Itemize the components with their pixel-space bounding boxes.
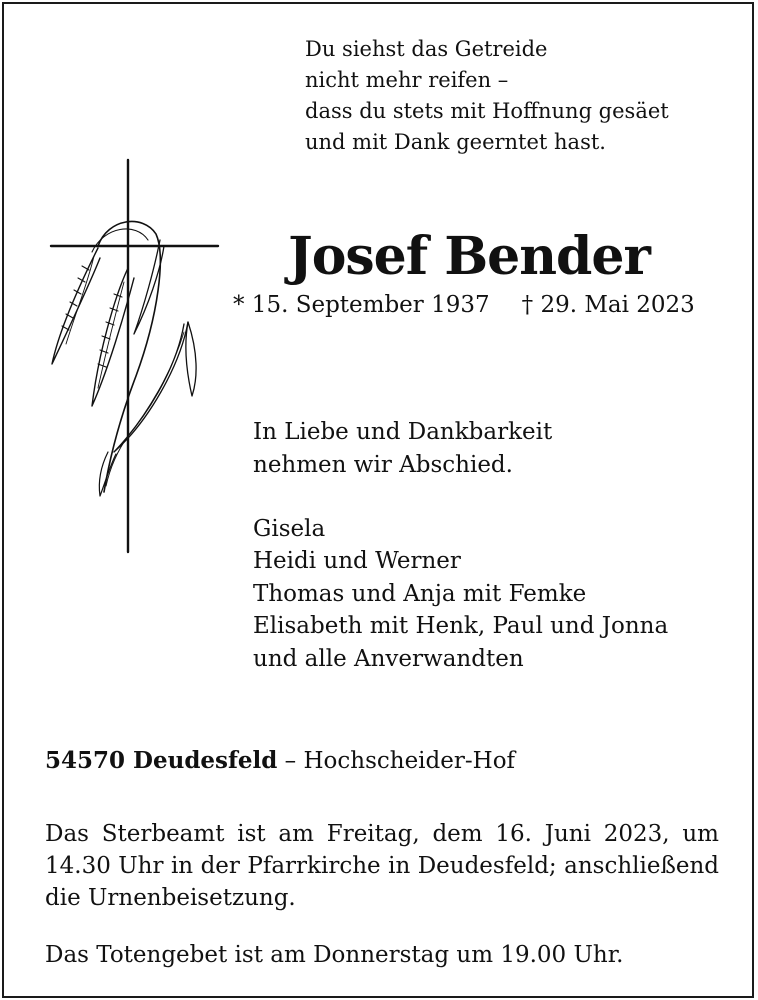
deceased-name: Josef Bender xyxy=(288,226,650,287)
funeral-service-info: Das Sterbeamt ist am Freitag, dem 16. Juni 2023, um 14.30 Uhr in der Pfarrkirche in Deudesfeld; anschließend die Urnenbeisetzung. xyxy=(45,821,719,911)
address-place: 54570 Deudesfeld xyxy=(45,747,278,774)
farewell-message xyxy=(253,416,552,482)
life-dates xyxy=(233,292,695,318)
poem xyxy=(305,34,669,158)
mourner: Elisabeth mit Henk, Paul und Jonna xyxy=(253,613,669,640)
poem-line: und mit Dank geerntet hast. xyxy=(305,130,606,154)
cross-with-wheat-ears-icon xyxy=(48,156,228,556)
mourners-list xyxy=(253,513,668,675)
address-locality: Hochscheider-Hof xyxy=(303,748,516,774)
wake-prayer-info: Das Totengebet ist am Donnerstag um 19.00 Uhr. xyxy=(45,942,624,968)
death-date: † 29. Mai 2023 xyxy=(521,292,695,318)
mourner: Thomas und Anja mit Femke xyxy=(253,580,587,607)
address-separator: – xyxy=(277,748,304,774)
birth-date: * 15. September 1937 xyxy=(233,292,490,318)
mourner: und alle Anverwandten xyxy=(253,645,524,672)
poem-line: Du siehst das Getreide xyxy=(305,37,548,61)
poem-line: dass du stets mit Hoffnung gesäet xyxy=(305,99,669,123)
address xyxy=(45,747,515,774)
farewell-line: In Liebe und Dankbarkeit xyxy=(253,419,553,445)
obituary-notice xyxy=(2,2,754,998)
mourner: Heidi und Werner xyxy=(253,548,461,575)
poem-line: nicht mehr reifen – xyxy=(305,68,509,92)
mourner: Gisela xyxy=(253,516,326,542)
farewell-line: nehmen wir Abschied. xyxy=(253,452,513,478)
